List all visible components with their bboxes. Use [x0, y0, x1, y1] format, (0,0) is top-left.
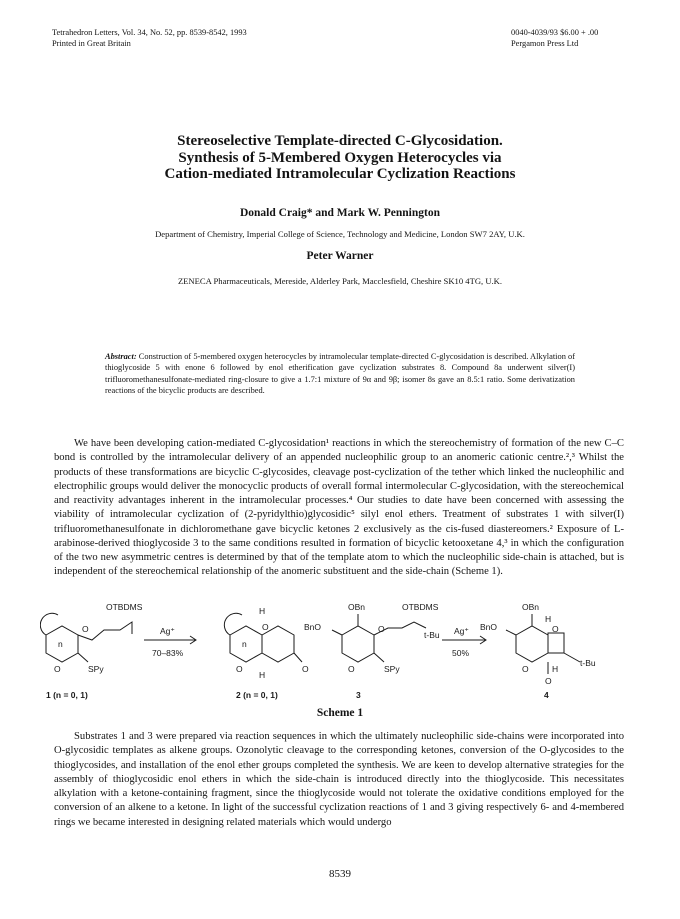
- h-label-top-2: H: [259, 606, 266, 616]
- author-names: Donald Craig* and Mark W. Pennington: [239, 207, 440, 219]
- o-label-side-1: O: [82, 624, 89, 634]
- bno-label-4: BnO: [480, 622, 498, 632]
- o-label-ring-4b: O: [522, 664, 529, 674]
- o-label-ring-1: O: [54, 664, 61, 674]
- title-line-2: Synthesis of 5-Membered Oxygen Heterocycles via: [178, 149, 502, 166]
- author-affiliation: Department of Chemistry, Imperial College of Science, Technology and Medicine, London SW7 2AY, U.K.: [155, 229, 525, 239]
- bno-label-3: BnO: [304, 622, 322, 632]
- bno-bond-3: [332, 630, 342, 635]
- o-label-ring-2: O: [262, 622, 269, 632]
- body-paragraph-1: We have been developing cation-mediated C-glycosidation¹ reactions in which the stereochemistry of formation of the new C–C bond is controlled by the intramolecular delivery of an appended nucleophilic group to an anomeric cationic centre.²,³ Whilst the products of these transformations are bicyclic C-glycosides, cleavage post-cyclization of the tether which linked the nucleophilic and electrophilic groups would deliver the monocyclic products of overall formal intermolecular C-glycosidation, with the stereochemical and reactivity advantages inherent in the intramolecular processes.⁴ Our studies to date have been concerned with assessing the viability of intramolecular cyclization of (2-pyridylthio)glycosidic⁵ silyl enol ethers. Treatment of substrates 1 with silver(I) trifluoromethanesulfonate in dichloromethane gave bicyclic ketones 2 exclusively as the cis-fused diastereomers.² Exposure of L-arabinose-derived thioglycoside 3 to the same conditions resulted in formation of bicyclic ketooxetane 4,³ in which the configuration of the two new asymmetric centres is determined by that of the template atom to which the nucleophilic side-chain is attached, but is independent of the stereochemical relationship of the anomeric substituent and the side-chain (Scheme 1).: [54, 438, 624, 578]
- h-label-top-4: H: [545, 614, 552, 624]
- tether-ring-2: [224, 613, 242, 635]
- publisher-line: Pergamon Press Ltd: [511, 39, 579, 48]
- publisher-info: [511, 27, 598, 49]
- scheme-1-diagram: [40, 600, 640, 704]
- spy-label-1: SPy: [88, 664, 104, 674]
- reagent-label-2: Ag⁺: [454, 626, 469, 636]
- compound-1-label: 1 (n = 0, 1): [46, 690, 88, 700]
- obn-label-3: OBn: [348, 602, 366, 612]
- spy-label-3: SPy: [384, 664, 400, 674]
- tether-ring-1: [40, 613, 58, 635]
- oxetane-ring-4: [548, 633, 564, 653]
- second-author: Peter Warner: [306, 250, 374, 262]
- compound-4-label: 4: [544, 690, 549, 700]
- journal-line: Tetrahedron Letters, Vol. 34, No. 52, pp. 8539-8542, 1993: [52, 28, 247, 37]
- abstract-label: Abstract:: [105, 352, 137, 361]
- o-label-ketone-4: O: [545, 676, 552, 686]
- article-title: [60, 133, 620, 183]
- reagent-label-1: Ag⁺: [160, 626, 175, 636]
- otbdms-label-3: OTBDMS: [402, 602, 439, 612]
- otbdms-label-1: OTBDMS: [106, 602, 143, 612]
- page-number: 8539: [329, 868, 351, 880]
- o-label-side-3: O: [378, 624, 385, 634]
- printed-line: Printed in Great Britain: [52, 39, 131, 48]
- ketone-bond-2: [294, 653, 302, 662]
- o-label-ring-3: O: [348, 664, 355, 674]
- second-affiliation: ZENECA Pharmaceuticals, Mereside, Alderley Park, Macclesfield, Cheshire SK10 4TG, U.K.: [177, 276, 503, 286]
- compound-3-label: 3: [356, 690, 361, 700]
- n-label-1: n: [58, 639, 63, 649]
- yield-label-2: 50%: [452, 648, 470, 658]
- h-label-bottom-2: H: [259, 670, 266, 680]
- title-line-3: Cation-mediated Intramolecular Cyclization Reactions: [164, 166, 516, 182]
- scheme-caption: Scheme 1: [316, 707, 364, 719]
- o-label-ring-2b: O: [236, 664, 243, 674]
- tbu-label-4: t-Bu: [580, 658, 596, 668]
- spy-bond-1: [78, 653, 88, 662]
- reaction-arrow-1: [144, 636, 196, 644]
- obn-label-4: OBn: [522, 602, 540, 612]
- journal-citation: [52, 27, 247, 49]
- o-label-ring-4: O: [552, 624, 559, 634]
- reaction-arrow-2: [442, 636, 486, 644]
- title-line-1: Stereoselective Template-directed C-Glycosidation.: [177, 133, 503, 149]
- n-label-2: n: [242, 639, 247, 649]
- body-paragraph-2: Substrates 1 and 3 were prepared via reaction sequences in which the ultimately nucleophilic side-chains were incorporated into O-glycosidic templates as alkene groups. Ozonolytic cleavage to the corresponding ketones, conversion of the O-glycosides to the thioglycosides, and installation of the enol ether groups completed the synthesis. We are keen to develop alternative strategies for the assembly of thioglycosidic enol ethers in which the side-chain is introduced directly into the thioglycoside. This necessitates alkylation with a ketone-containing fragment, since the thioglycoside would not tolerate the oxidative conditions employed for the conversion of an alkene to a ketone. In light of the successful cyclization reactions of 1 and 3 giving respectively 6- and 4-membered rings we became interested in designing related materials which would undergo: [54, 731, 624, 828]
- tbu-label-3: t-Bu: [424, 630, 440, 640]
- spy-bond-3: [374, 653, 384, 662]
- tbu-bond-4: [564, 653, 580, 662]
- h-label-bottom-4: H: [552, 664, 559, 674]
- abstract: [105, 351, 575, 396]
- ring-3: [342, 626, 374, 662]
- yield-label-1: 70–83%: [152, 648, 184, 658]
- o-label-ketone-2: O: [302, 664, 309, 674]
- abstract-text: Construction of 5-membered oxygen heterocycles by intramolecular template-directed C-glycosidation is described. Alkylation of thioglycoside 5 with enone 6 followed by enol etherification gave cyclization substrates 8. Compound 8a underwent silver(I) trifluoromethanesulfonate-mediated ring-closure to give a 1.7:1 mixture of 9α and 9β; isomer 8s gave an 8.5:1 ratio. Some derivatization reactions of the bicyclic products are described.: [105, 352, 576, 395]
- compound-2-label: 2 (n = 0, 1): [236, 690, 278, 700]
- bno-bond-4: [506, 630, 516, 635]
- issn-line: 0040-4039/93 $6.00 + .00: [511, 28, 599, 37]
- ring-4: [516, 626, 548, 662]
